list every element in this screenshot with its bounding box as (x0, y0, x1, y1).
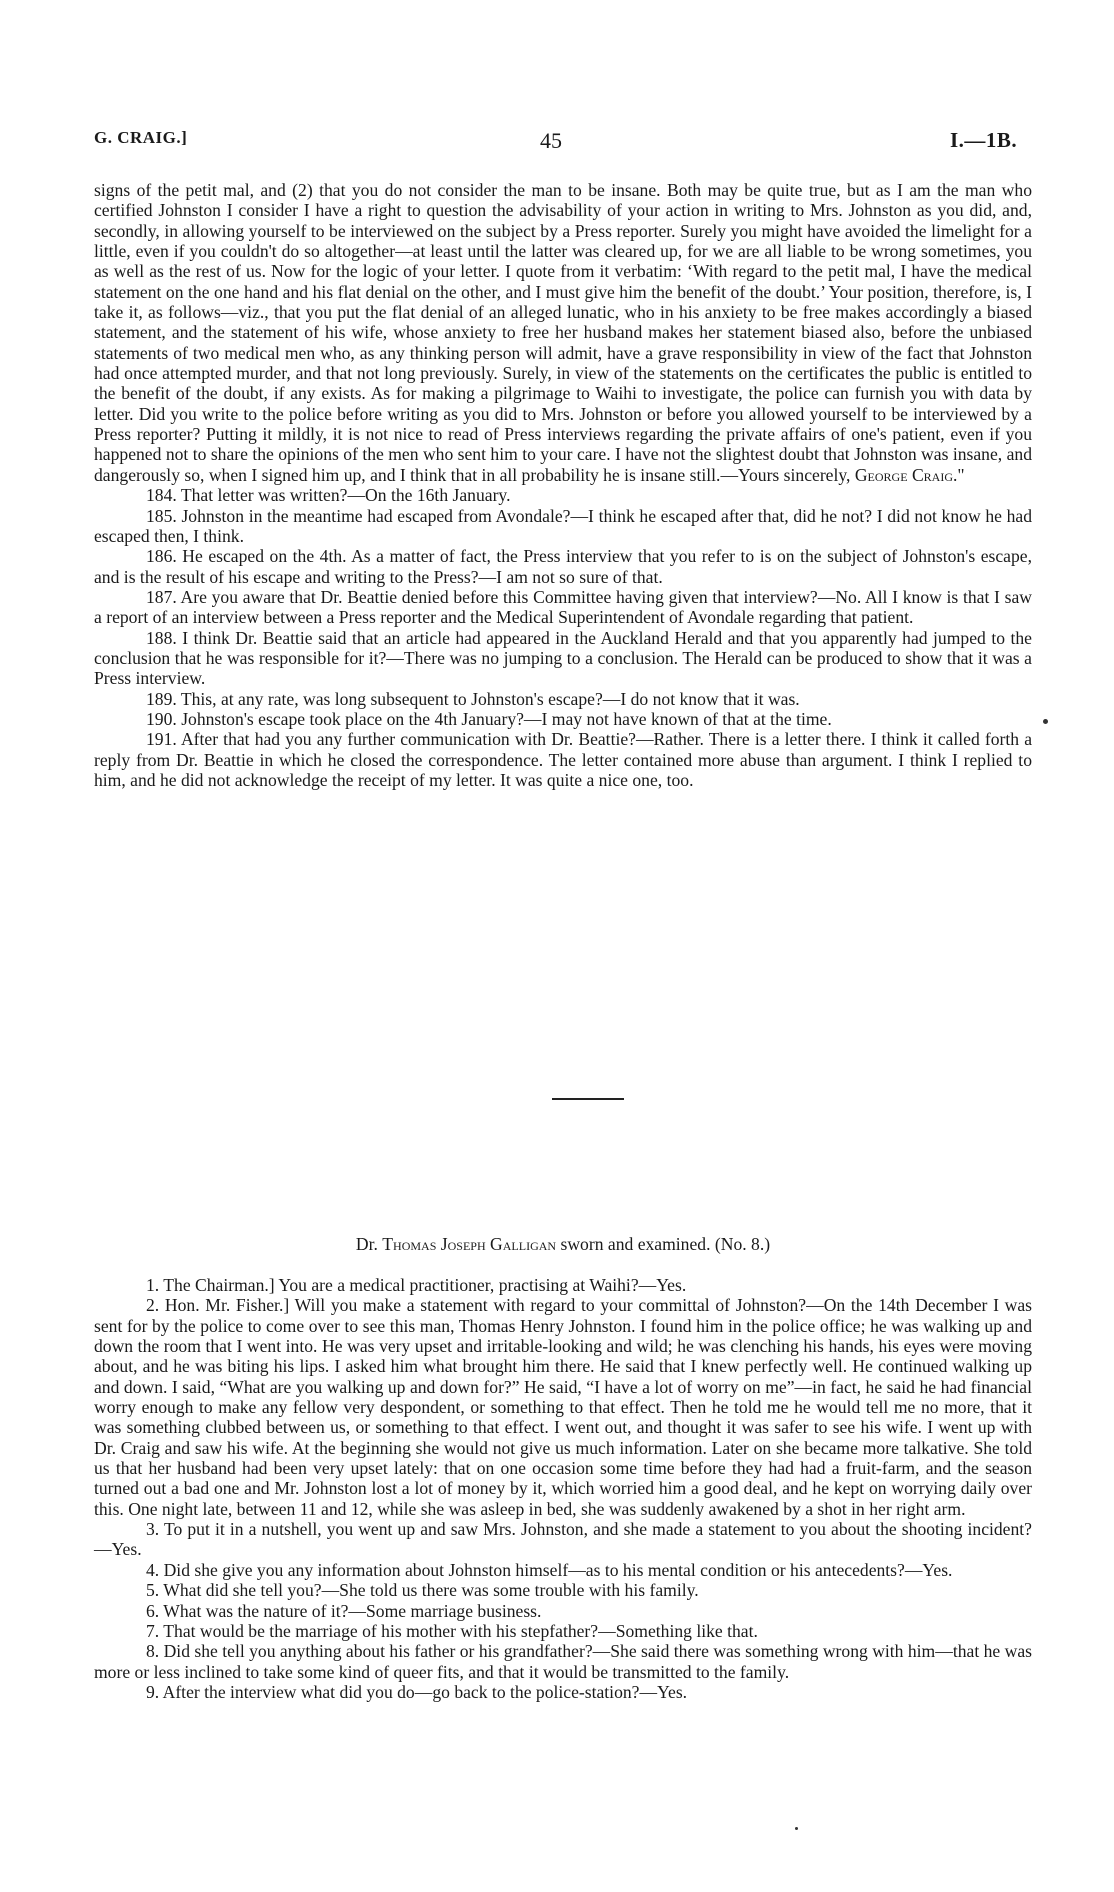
question-184: 184. That letter was written?—On the 16th January. (146, 485, 511, 506)
question-3: 3. To put it in a nutshell, you went up and saw Mrs. Johnston, and she made a statement to you about the shooting incident?—Yes. (94, 1519, 1032, 1560)
question-2: 2. Hon. Mr. Fisher.] Will you make a statement with regard to your committal of Johnston?—On the 14th December I was sent for by the police to come over to see this man, Thomas Henry Johnston. I found him in the police office; he was walking up and down the room that I went into. He was very upset and irritable-looking and wild; he was clenching his hands, his eyes were moving about, and he was biting his lips. I asked him what brought him there. He said that I knew perfectly well. He continued walking up and down. I said, “What are you walking up and down for?” He said, “I have a lot of worry on me”—in fact, he said he had financial worry enough to make any fellow very despondent, or something to that effect. Then he told me he would tell me no more, that it was something clubbed between us, or something to that effect. I went out, and thought it was safer to see his wife. I went up with Dr. Craig and saw his wife. At the beginning she would not give us much information. Later on she became more talkative. She told us that her husband had been very upset lately: that on one occasion some time before they had had a fruit-farm, and the season turned out a bad one and Mr. Johnston lost a lot of money by it, which worried him a good deal, and he kept on worrying daily over this. One night late, between 11 and 12, while she was asleep in bed, she was suddenly awakened by a shot in her right arm. (94, 1295, 1032, 1519)
minutes-evidence-part1 (94, 180, 1032, 790)
question-187: 187. Are you aware that Dr. Beattie denied before this Committee having given that interview?—No. All I know is that I saw a report of an interview between a Press reporter and the Medical Superintendent of Avondale regarding that patient. (94, 586, 1032, 628)
question-9: 9. After the interview what did you do—go back to the police-station?—Yes. (146, 1681, 688, 1702)
section-divider (552, 1098, 624, 1100)
question-185: 185. Johnston in the meantime had escaped from Avondale?—I think he escaped after that, did he not? I did not know he had escaped then, I think. (94, 505, 1032, 546)
question-7: 7. That would be the marriage of his mother with his stepfather?—Something like that. (146, 1620, 758, 1641)
question-191: 191. After that had you any further communication with Dr. Beattie?—Rather. There is a letter there. I think it called forth a reply from Dr. Beattie in which he closed the correspondence. The letter contained more abuse than argument. I think I replied to him, and he did not acknowledge the receipt of my letter. It was quite a nice one, too. (94, 729, 1032, 790)
question-4: 4. Did she give you any information about Johnston himself—as to his mental condition or his antecedents?—Yes. (146, 1559, 953, 1580)
scan-speck (1043, 719, 1048, 724)
question-188: 188. I think Dr. Beattie said that an article had appeared in the Auckland Herald and that you apparently had jumped to the conclusion that he was responsible for it?—There was no jumping to a conclusion. The Herald can be produced to show that it was a Press interview. (94, 627, 1032, 689)
letter-paragraph (94, 180, 1032, 485)
question-8: 8. Did she tell you anything about his father or his grandfather?—She said there was something wrong with him—that he was more or less inclined to take some kind of queer fits, and that it would be transmitted to the family. (94, 1641, 1032, 1682)
question-5: 5. What did she tell you?—She told us there was some trouble with his family. (146, 1580, 699, 1601)
witness-suffix: sworn and examined. (No. 8.) (560, 1234, 771, 1254)
running-head-left: G. CRAIG.] (94, 128, 188, 147)
letter-text: signs of the petit mal, and (2) that you do not consider the man to be insane. Both may be quite true, but as I am the man who certified Johnston I consider I have a right to question the advisability of your action in writing to Mrs. Johnston as you did, and, secondly, in allowing yourself to be interviewed on the subject by a Press reporter. Surely you might have avoided the limelight for a little, even if you couldn't do so altogether—at least until the latter was cleared up, for we are all liable to be wrong sometimes, you as well as the rest of us. Now for the logic of your letter. I quote from it verbatim: ‘With regard to the petit mal, I have the medical statement on the one hand and his flat denial on the other, and I must give him the benefit of the doubt.’ Your position, therefore, is, I take it, as follows—viz., that you put the flat denial of an alleged lunatic, who in his anxiety to be free makes accordingly a biased statement, and the statement of his wife, whose anxiety to free her husband makes her statement biased also, before the unbiased statements of two medical men who, as any thinking person will admit, have a grave responsibility in view of the fact that Johnston had once attempted murder, and that not long previously. Surely, in view of the statements on the certificates the public is entitled to the benefit of the doubt, if any exists. As for making a pilgrimage to Waihi to investigate, the police can furnish you with data by letter. Did you write to the police before writing as you did to Mrs. Johnston or before you allowed yourself to be interviewed by a Press reporter? Putting it mildly, it is not nice to read of Press interviews regarding the private affairs of one's patient, even if you happened not to share the opinions of the men who sent him to your care. I have not the slightest doubt that Johnston was insane, and dangerously so, when I signed him up, and I think that in all probability he is insane still.—Yours sincerely, (94, 180, 1032, 485)
page-number: 45 (540, 128, 562, 153)
question-189: 189. This, at any rate, was long subsequent to Johnston's escape?—I do not know that it was. (146, 688, 800, 709)
question-190: 190. Johnston's escape took place on the 4th January?—I may not have known of that at the time. (146, 708, 832, 729)
question-186: 186. He escaped on the 4th. As a matter of fact, the Press interview that you refer to is on the subject of Johnston's escape, and is the result of his escape and writing to the Press?—I am not so sure of that. (94, 546, 1032, 587)
scan-speck (795, 1827, 798, 1830)
witness-heading (94, 1234, 1032, 1254)
minutes-evidence-part2 (94, 1275, 1032, 1702)
question-6: 6. What was the nature of it?—Some marriage business. (146, 1600, 542, 1621)
witness-prefix: Dr. (355, 1234, 378, 1254)
running-head-right: I.—1B. (950, 128, 1018, 152)
question-1: 1. The Chairman.] You are a medical practitioner, practising at Waihi?—Yes. (146, 1275, 687, 1295)
letter-signature: George Craig." (854, 464, 965, 485)
witness-name: Thomas Joseph Galligan (382, 1234, 557, 1254)
